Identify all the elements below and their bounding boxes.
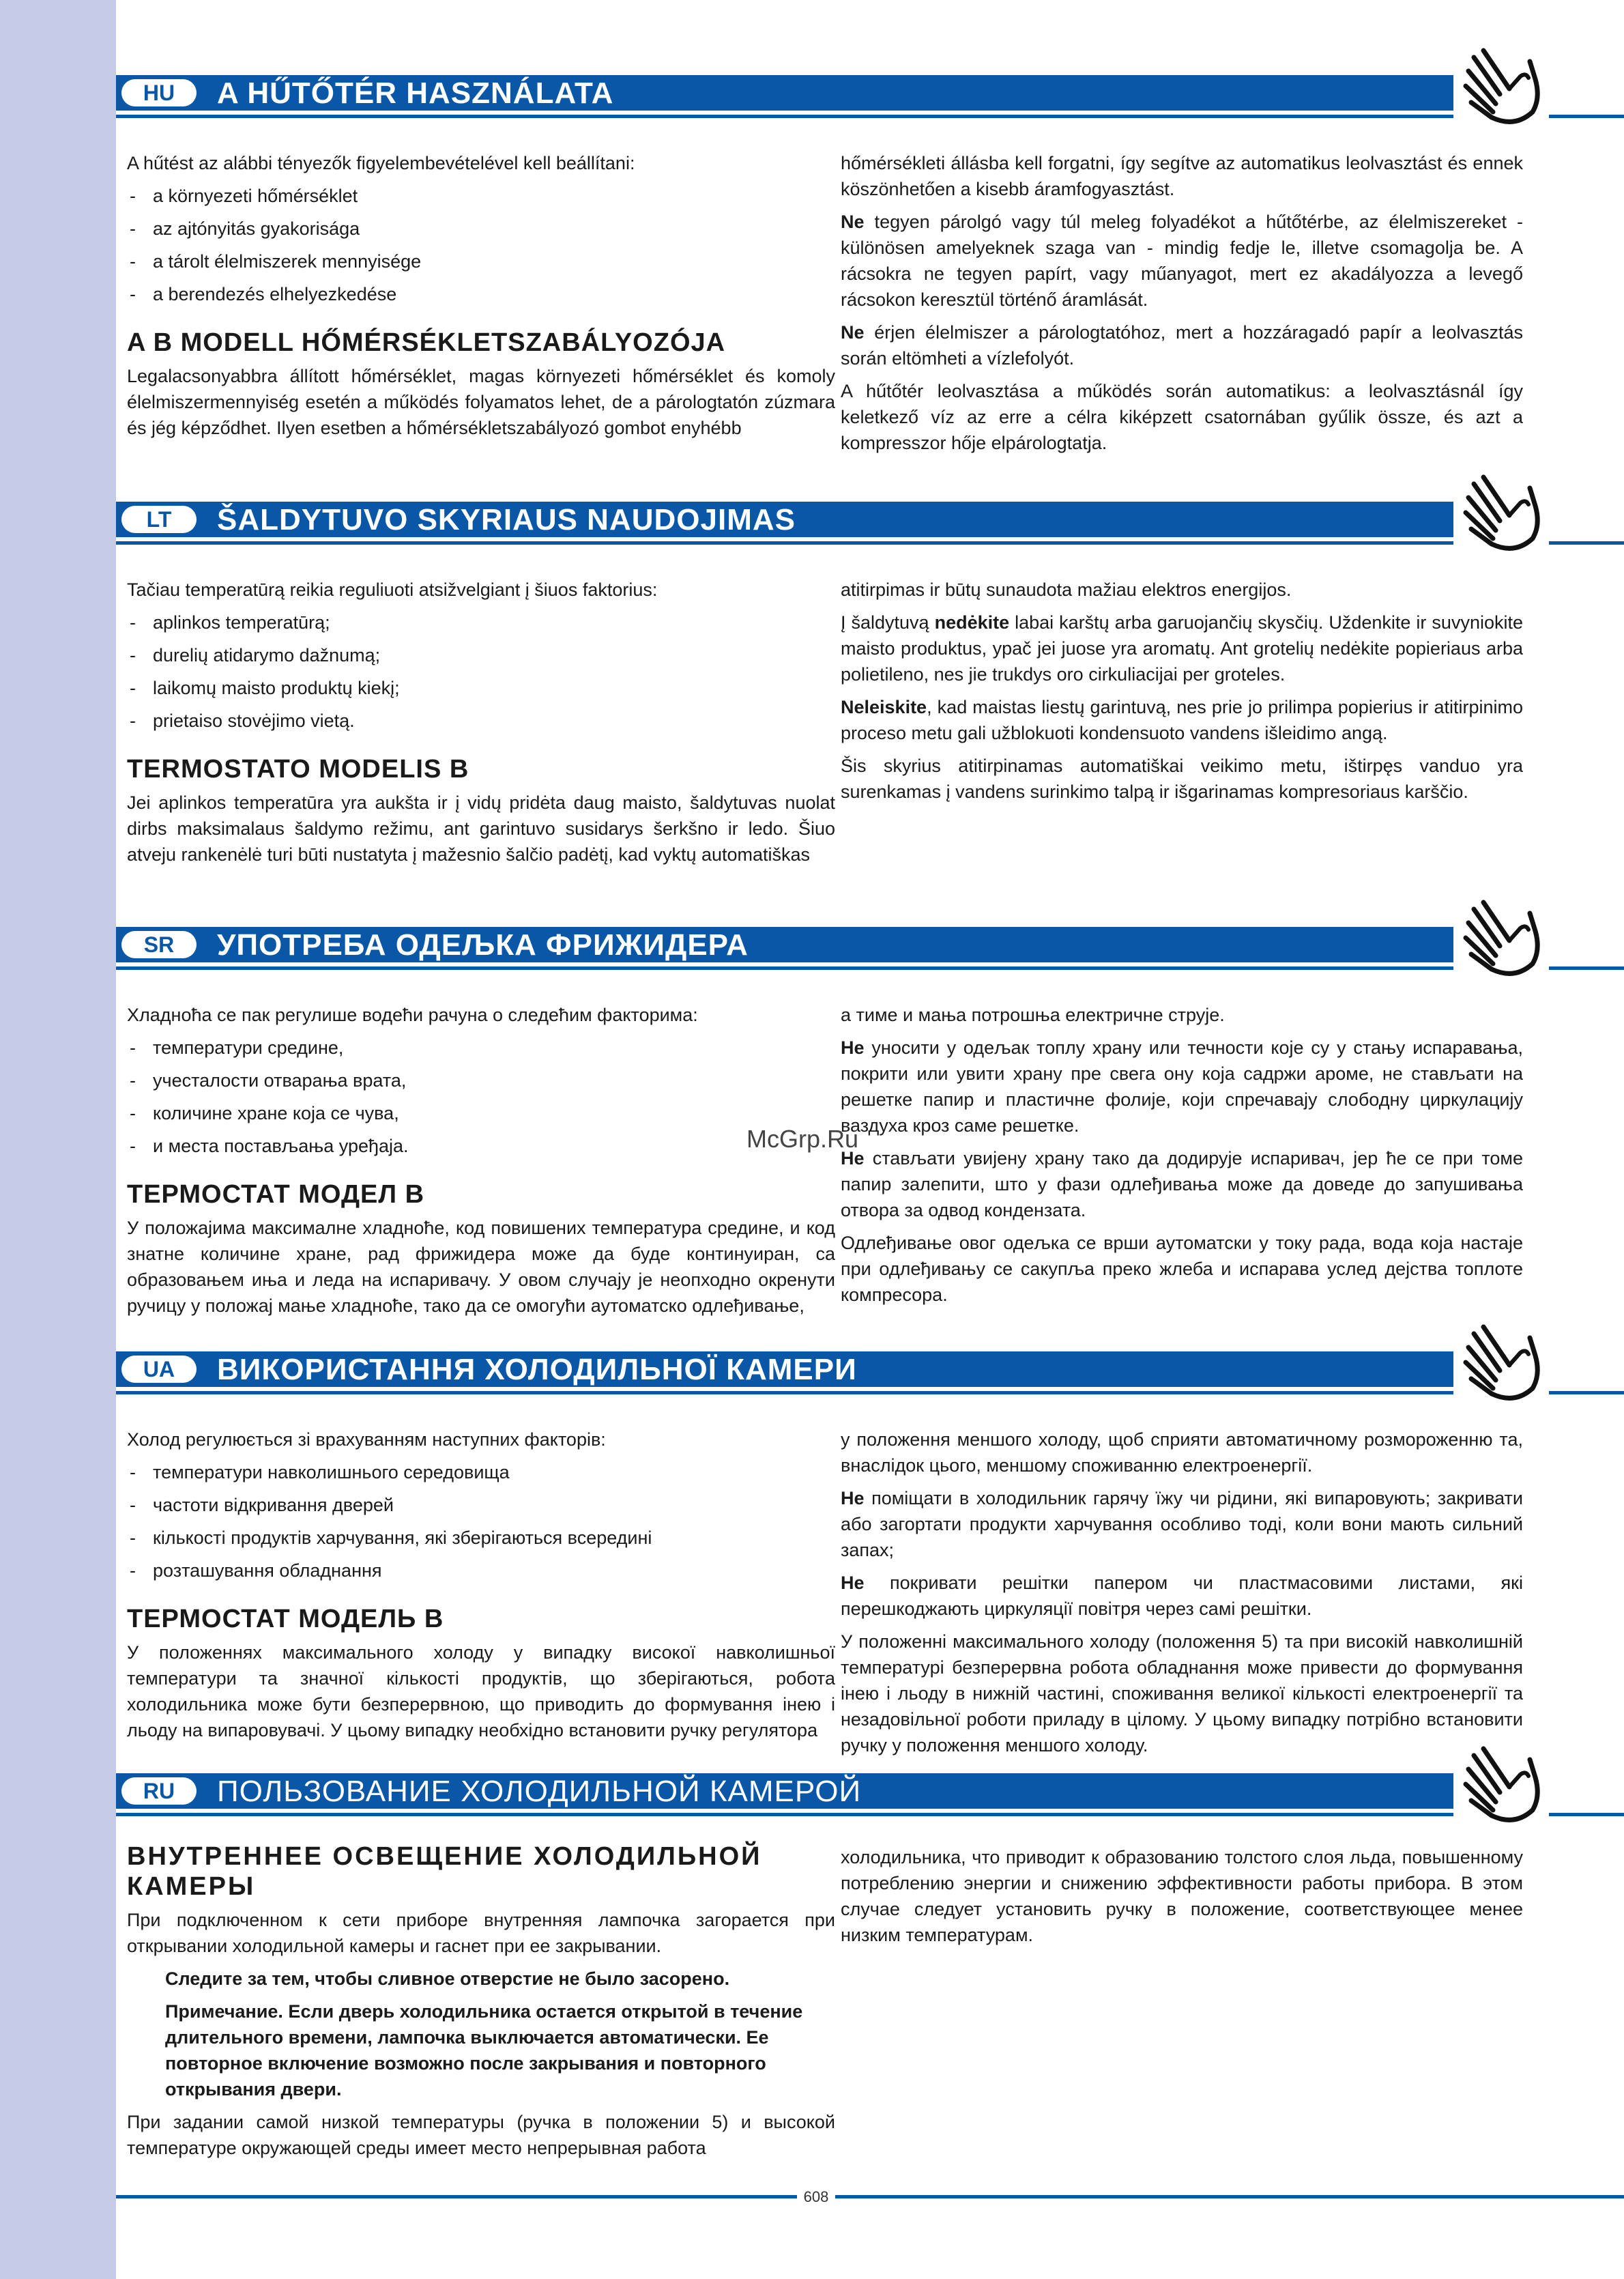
list-item: - a környezeti hőmérséklet xyxy=(127,183,835,209)
subsection-heading: A B MODELL HŐMÉRSÉKLETSZABÁLYOZÓJA xyxy=(127,328,726,357)
body-paragraph: Šis skyrius atitirpinamas automatiškai veikimo metu, ištirpęs vanduo yra surenkamas į vandens surinkimo talpą ir išgarinamas kompresoriaus karščio. xyxy=(841,756,1523,802)
paragraph-text: поміщати в холодильник гарячу їжу чи рідини, які випаровують; закривати або загортати продукти харчування особливо тоді, коли вони мають сильний запах; xyxy=(841,1488,1523,1560)
body-paragraph xyxy=(841,1570,1523,1622)
body-paragraph: У положеннях максимального холоду у випадку високої навколишньої температури та значної кількості продуктів, що зберігаються, робота холодильника може бути безперервною, що приводить до формування інею і льоду на випаровувачі. У цьому випадку необхідно встановити ручку регулятора xyxy=(127,1642,835,1740)
note-paragraph: Следите за тем, чтобы сливное отверстие не было засорено. xyxy=(165,1968,730,1989)
list-item: - учесталости отварања врата, xyxy=(127,1067,835,1093)
section-title: ПОЛЬЗОВАНИЕ ХОЛОДИЛЬНОЙ КАМЕРОЙ xyxy=(217,1775,862,1808)
header-underline xyxy=(116,966,1624,970)
body-paragraph: Legalacsonyabbra állított hőmérséklet, magas környezeti hőmérséklet és komoly élelmiszermennyiség esetén a működés folyamatos lehet, de a párologtatón zúzmara és jég képződhet. Ilyen esetben a hőmérsékletszabályozó gombot enyhébb xyxy=(127,366,835,438)
subsection-heading: ТЕРМОСТАТ МОДЕЛ B xyxy=(127,1180,425,1209)
list-item: - кількості продуктів харчування, які зберігаються всередині xyxy=(127,1525,835,1551)
subsection-heading: ТЕРМОСТАТ МОДЕЛЬ B xyxy=(127,1605,444,1633)
body-paragraph: а тиме и мања потрошња електричне струје. xyxy=(841,1005,1225,1025)
section-title: A HŰTŐTÉR HASZNÁLATA xyxy=(217,76,614,110)
emphasis-word: Ne xyxy=(841,212,865,232)
page-number: 27 xyxy=(1541,81,1571,111)
section-header xyxy=(116,75,1624,111)
list-item: - durelių atidarymo dažnumą; xyxy=(127,642,835,668)
section-title: ŠALDYTUVO SKYRIAUS NAUDOJIMAS xyxy=(217,503,796,536)
list-item: - частоти відкривання дверей xyxy=(127,1492,835,1518)
factor-list xyxy=(127,610,835,734)
left-color-strip xyxy=(0,0,116,2279)
header-underline xyxy=(116,1391,1624,1394)
subsection-heading: TERMOSTATO MODELIS B xyxy=(127,755,469,784)
list-item: - a berendezés elhelyezkedése xyxy=(127,281,835,307)
column-right xyxy=(841,1002,1523,1315)
header-underline xyxy=(116,541,1624,545)
list-item: - количине хране која се чува, xyxy=(127,1100,835,1126)
column-left xyxy=(127,150,835,448)
paragraph-text: tegyen párolgó vagy túl meleg folyadékot a hűtőtérbe, az élelmiszereket - különösen amelyeknek szaga van - mindig fedje le, illetve csomagolja be. A rácsokra ne tegyen papírt, vagy műanyagot, mert ez akadályozza a levegő rácsokon keresztül történő áramlását. xyxy=(841,212,1523,310)
section-header xyxy=(116,1773,1624,1809)
paragraph-text: labai karštų arba garuojančių skysčių. Uždenkite ir suvyniokite maisto produktus, ypač jei juose yra aromatų. Ant grotelių nedėkite popieriaus arba polietileno, nes jie trukdys oro cirkuliacijai per groteles. xyxy=(841,612,1523,685)
body-paragraph: При задании самой низкой температуры (ручка в положении 5) и высокой температуре окружающей среды имеет место непрерывная работа xyxy=(127,2112,835,2158)
language-badge: HU xyxy=(121,79,197,106)
hand-icon xyxy=(1453,41,1549,131)
column-left xyxy=(127,1002,835,1325)
language-badge: SR xyxy=(121,931,197,958)
body-paragraph: У положајима максималне хладноће, код повишених температура средине, и код знатне количине хране, рад фрижидера може да буде континуиран, са образовањем иња и леда на испаривачу. У овом случају је неопходно окренути ручицу у положај мање хладноће, тако да се омогући аутоматско одлеђивање, xyxy=(127,1218,835,1316)
column-right xyxy=(841,1844,1523,1955)
language-badge: LT xyxy=(121,506,197,533)
hand-icon xyxy=(1453,893,1549,983)
hand-icon xyxy=(1453,468,1549,558)
body-paragraph xyxy=(841,610,1523,687)
list-item: - az ajtónyitás gyakorisága xyxy=(127,216,835,242)
body-paragraph: atitirpimas ir būtų sunaudota mažiau elektros energijos. xyxy=(841,579,1292,600)
column-left xyxy=(127,1427,835,1750)
column-right xyxy=(841,1427,1523,1765)
intro-text: Хладноћа се пак регулише водећи рачуна о следећим факторима: xyxy=(127,1005,698,1025)
list-item: - розташування обладнання xyxy=(127,1558,835,1583)
body-paragraph: у положення меншого холоду, щоб сприяти автоматичному розмороженню та, внаслідок цього, меншому споживанню електроенергії. xyxy=(841,1429,1523,1476)
body-paragraph xyxy=(841,209,1523,313)
body-paragraph: A hűtőtér leolvasztása a működés során automatikus: a leolvasztásnál így keletkező víz az erre a célra kiképzett csatornában gyűlik össze, és azt a kompresszor hője elpárologtatja. xyxy=(841,381,1523,453)
list-item: - a tárolt élelmiszerek mennyisége xyxy=(127,248,835,274)
factor-list xyxy=(127,1035,835,1159)
body-paragraph xyxy=(841,694,1523,746)
body-paragraph xyxy=(841,1485,1523,1563)
body-paragraph xyxy=(841,1035,1523,1138)
emphasis-word: nedėkite xyxy=(934,612,1010,633)
language-badge: UA xyxy=(121,1356,197,1383)
emphasis-word: Neleiskite xyxy=(841,697,927,717)
emphasis-word: Ne xyxy=(841,322,865,343)
list-item: - prietaiso stovėjimo vietą. xyxy=(127,708,835,734)
section-header xyxy=(116,927,1624,962)
intro-text: A hűtést az alábbi tényezők figyelembevételével kell beállítani: xyxy=(127,153,635,173)
hand-icon xyxy=(1453,1317,1549,1407)
column-left xyxy=(127,577,835,874)
emphasis-word: Не xyxy=(841,1573,865,1593)
note-paragraph: Примечание. Если дверь холодильника остается открытой в течение длительного времени, лампочка выключается автоматически. Ее повторное включение возможно после закрывания и повторного открывания двери. xyxy=(165,2001,803,2099)
intro-text: Tačiau temperatūrą reikia reguliuoti atsižvelgiant į šiuos faktorius: xyxy=(127,579,658,600)
list-item: - aplinkos temperatūrą; xyxy=(127,610,835,635)
column-left xyxy=(127,1828,835,2168)
list-item: - температури навколишнього середовища xyxy=(127,1459,835,1485)
paragraph-text: érjen élelmiszer a párologtatóhoz, mert a hozzáragadó papír a leolvasztás során eltömheti a vízlefolyót. xyxy=(841,322,1523,369)
emphasis-word: Не xyxy=(841,1148,865,1169)
language-badge: RU xyxy=(121,1777,197,1805)
emphasis-word: Не xyxy=(841,1488,865,1508)
factor-list xyxy=(127,1459,835,1583)
paragraph-text: , kad maistas liestų garintuvą, nes prie jo prilimpa popierius ir atitirpinimo proceso metu gali užblokuoti kondensuoto vandens išleidimo angą. xyxy=(841,697,1523,743)
column-right xyxy=(841,577,1523,812)
emphasis-word: Не xyxy=(841,1037,865,1058)
paragraph-text: Į šaldytuvą xyxy=(841,612,935,633)
header-underline xyxy=(116,115,1624,118)
factor-list xyxy=(127,183,835,307)
body-paragraph: При подключенном к сети приборе внутренняя лампочка загорается при открывании холодильной камеры и гаснет при ее закрывании. xyxy=(127,1910,835,1956)
footer-page-number: 608 xyxy=(797,2185,835,2209)
body-paragraph: hőmérsékleti állásba kell forgatni, így segítve az automatikus leolvasztást és ennek köszönhetően a kisebb áramfogyasztást. xyxy=(841,153,1523,199)
list-item: - температури средине, xyxy=(127,1035,835,1061)
body-paragraph: Jei aplinkos temperatūra yra aukšta ir į vidų pridėta daug maisto, šaldytuvas nuolat dirbs maksimalaus šaldymo režimu, ant garintuvo susidarys šerkšno ir ledo. Šiuo atveju rankenėlė turi būti nustatyta į mažesnio šalčio padėtį, kad vyktų automatiškas xyxy=(127,792,835,865)
section-title: УПОТРЕБА ОДЕЉКА ФРИЖИДЕРА xyxy=(217,928,749,962)
body-paragraph xyxy=(841,1145,1523,1223)
section-title: ВИКОРИСТАННЯ ХОЛОДИЛЬНОЇ КАМЕРИ xyxy=(217,1353,857,1386)
column-right xyxy=(841,150,1523,463)
footer-rule xyxy=(116,2195,1624,2198)
section-header xyxy=(116,502,1624,537)
paragraph-text: стављати увијену храну тако да додирује испаривач, јер ће се при томе папир залепити, што у фази одлеђивања може да доведе до запушивања отвора за одвод кондензата. xyxy=(841,1148,1523,1220)
body-paragraph: холодильника, что приводит к образованию толстого слоя льда, повышенному потреблению энергии и снижению эффективности работы прибора. В этом случае следует установить ручку в положение, соответствующее менее низким температурам. xyxy=(841,1847,1523,1945)
list-item: - laikomų maisto produktų kiekį; xyxy=(127,675,835,701)
hand-icon xyxy=(1453,1739,1549,1829)
body-paragraph: У положенні максимального холоду (положення 5) та при високій навколишній температурі безперервна робота обладнання може привести до формування інею і льоду в нижній частині, споживання великої кількості електроенергії та незадовільної роботи приладу в цілому. У цьому випадку потрібно встановити ручку у положення меншого холоду. xyxy=(841,1631,1523,1755)
section-header xyxy=(116,1351,1624,1387)
paragraph-text: уносити у одељак топлу храну или течности које су у стању испаравања, покрити или увити храну пре свега ону која садржи ароме, не стављати на решетке папир и пластичне фолије, који спречавају слободну циркулацију ваздуха кроз саме решетке. xyxy=(841,1037,1523,1136)
paragraph-text: покривати решітки папером чи пластмасовими листами, які перешкоджають циркуляції повітря через самі решітки. xyxy=(841,1573,1523,1619)
header-underline xyxy=(116,1813,1624,1816)
watermark: McGrp.Ru xyxy=(746,1125,859,1153)
list-item: - и места постављања уређаја. xyxy=(127,1133,835,1159)
intro-text: Холод регулюється зі врахуванням наступних факторів: xyxy=(127,1429,606,1450)
body-paragraph: Одлеђивање овог одељка се врши аутоматски у току рада, вода која настаје при одлеђивању се сакупља преко жлеба и испарава услед дејства топлоте компресора. xyxy=(841,1233,1523,1305)
body-paragraph xyxy=(841,319,1523,371)
subsection-heading: ВНУТРЕННЕЕ ОСВЕЩЕНИЕ ХОЛОДИЛЬНОЙ КАМЕРЫ xyxy=(127,1842,762,1901)
